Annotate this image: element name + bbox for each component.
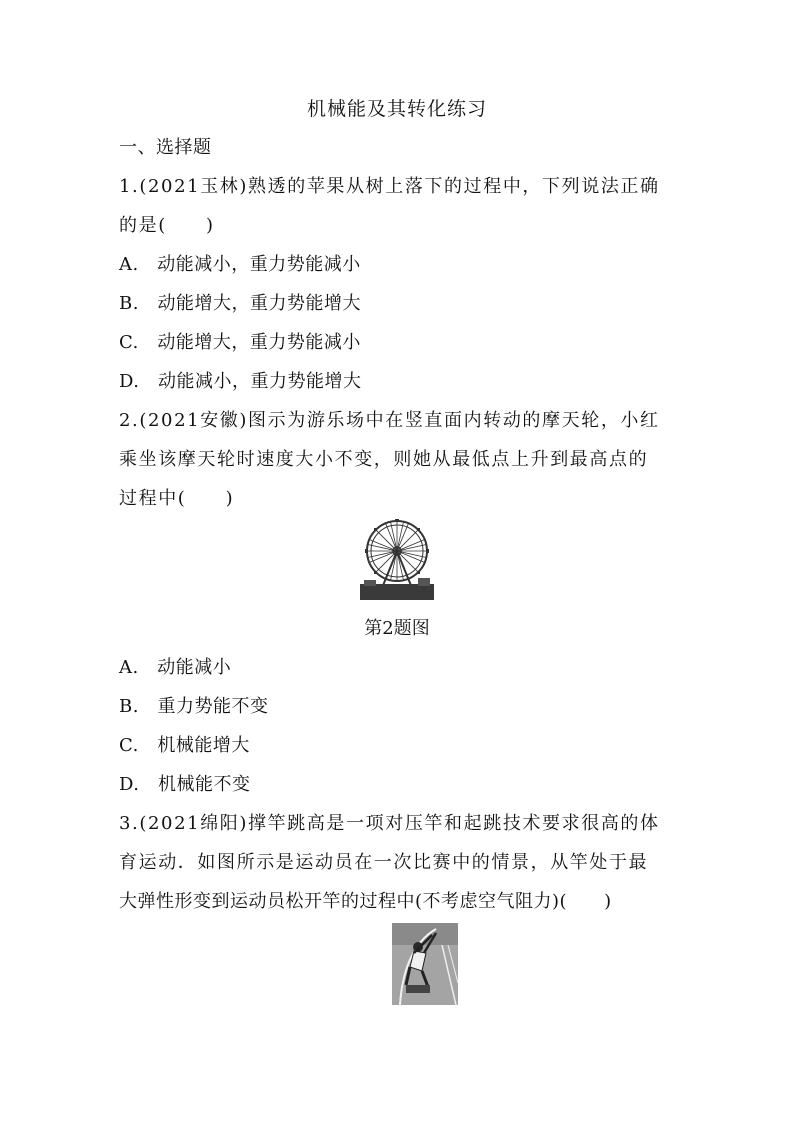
question-2-stem-line-3: 过程中( ) bbox=[119, 488, 235, 509]
question-1-option-b[interactable]: B. 动能增大，重力势能增大 bbox=[119, 293, 361, 314]
question-1-option-d[interactable]: D. 动能减小，重力势能增大 bbox=[119, 371, 362, 392]
question-1-option-c[interactable]: C. 动能增大，重力势能减小 bbox=[119, 332, 361, 353]
question-2-stem-line-1: 2.(2021安徽)图示为游乐场中在竖直面内转动的摩天轮，小红 bbox=[119, 410, 660, 431]
section-heading: 一、选择题 bbox=[119, 137, 212, 158]
question-3-stem-line-1: 3.(2021绵阳)撑竿跳高是一项对压竿和起跳技术要求很高的体 bbox=[119, 813, 660, 834]
ferris-wheel-photo-icon bbox=[360, 518, 434, 600]
page-title: 机械能及其转化练习 bbox=[306, 98, 487, 120]
question-2-option-b[interactable]: B. 重力势能不变 bbox=[119, 696, 269, 717]
question-3-stem-line-3: 大弹性形变到运动员松开竿的过程中(不考虑空气阻力)( ) bbox=[119, 891, 612, 912]
question-1-stem-line-2: 的是( ) bbox=[119, 215, 215, 236]
question-1-stem-line-1: 1.(2021玉林)熟透的苹果从树上落下的过程中，下列说法正确 bbox=[119, 176, 660, 197]
question-3-stem-line-2: 育运动．如图所示是运动员在一次比赛中的情景，从竿处于最 bbox=[119, 852, 649, 873]
pole-vault-photo-icon bbox=[392, 923, 458, 1005]
question-2-stem-line-2: 乘坐该摩天轮时速度大小不变，则她从最低点上升到最高点的 bbox=[119, 449, 649, 470]
question-1-option-a[interactable]: A. 动能减小，重力势能减小 bbox=[119, 254, 361, 275]
question-2-option-a[interactable]: A. 动能减小 bbox=[119, 657, 232, 678]
question-2-option-c[interactable]: C. 机械能增大 bbox=[119, 735, 250, 756]
figure-2-caption: 第2题图 bbox=[364, 618, 430, 639]
question-2-option-d[interactable]: D. 机械能不变 bbox=[119, 774, 251, 795]
